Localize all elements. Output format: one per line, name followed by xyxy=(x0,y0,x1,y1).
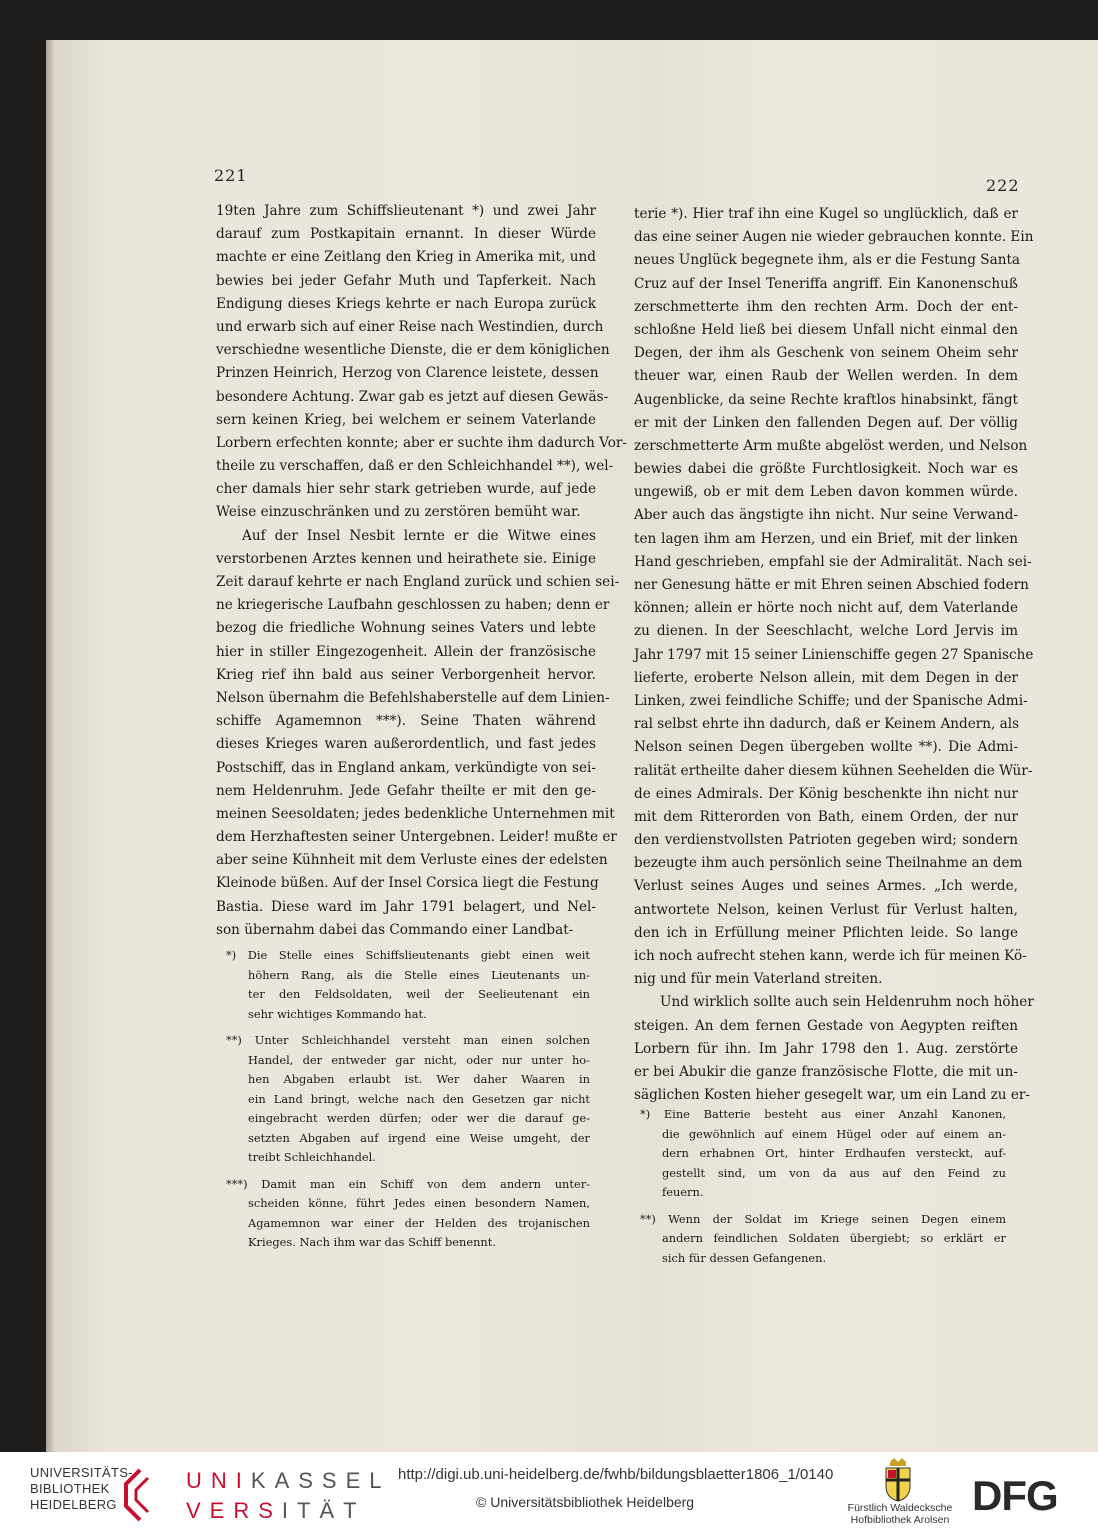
text-line: sern keinen Krieg, bei welchem er seinem Vaterlande xyxy=(216,411,596,428)
text-line: das eine seiner Augen nie wieder gebrauchen konnte. Ein xyxy=(634,229,1034,246)
footnote-line: scheiden könne, führt Jedes einen besondern Namen, xyxy=(248,1196,590,1210)
text-line: verstorbenen Arztes kennen und heirathete sie. Einige xyxy=(216,550,596,567)
text-line: ral selbst ehrte ihn dadurch, daß er Keinem Andern, als xyxy=(634,716,1020,733)
text-line: Postschiff, das in England ankam, verkündigte von sei- xyxy=(216,759,596,776)
dfg-logo: DFG xyxy=(972,1472,1058,1519)
footnote-line: setzten Abgaben auf irgend eine Weise umgeht, der xyxy=(248,1130,590,1145)
page-edge xyxy=(46,40,54,1452)
text-line: ich noch aufrecht stehen kann, werde ich für meinen Kö- xyxy=(634,948,1027,964)
permalink-url[interactable]: http://digi.ub.uni-heidelberg.de/fwhb/bildungsblaetter1806_1/0140 xyxy=(398,1466,834,1483)
text-line: antwortete Nelson, keinen Verlust für Verlust halten, xyxy=(634,901,1018,918)
text-line: bezog die friedliche Wohnung seines Vaters und lebte xyxy=(216,620,596,637)
text-line: steigen. An dem fernen Gestade von Aegypten reiften xyxy=(634,1017,1018,1034)
ub-line: BIBLIOTHEK xyxy=(30,1481,110,1496)
text-line: bewies dabei die größte Furchtlosigkeit. Noch war es xyxy=(634,461,1018,478)
text-line: und erwarb sich auf einer Reise nach Westindien, durch xyxy=(216,318,604,335)
footnote-line: **) Unter Schleichhandel versteht man einen solchen xyxy=(226,1033,590,1047)
copyright-notice: © Universitätsbibliothek Heidelberg xyxy=(476,1494,695,1510)
footnote-line: feuern. xyxy=(662,1185,704,1199)
arolsen-label xyxy=(842,1502,958,1526)
text-line: ne kriegerische Laufbahn geschlossen zu haben; denn er xyxy=(216,597,610,614)
ub-heidelberg-label xyxy=(30,1465,133,1513)
text-line: Kleinode büßen. Auf der Insel Corsica liegt die Festung xyxy=(216,875,599,892)
footnote-line: dern erhabnen Ort, hinter Erdhaufen versteckt, auf- xyxy=(662,1146,1006,1160)
text-line: Auf der Insel Nesbit lernte er die Witwe eines xyxy=(242,527,596,544)
text-line: de eines Admirals. Der König beschenkte ihn nicht nur xyxy=(634,785,1018,802)
footnote-line: ein Land bringt, welche nach den Gesetzen gar nicht xyxy=(248,1091,590,1106)
text-line: zu dienen. In der Seeschlacht, welche Lord Jervis im xyxy=(634,623,1018,640)
kassel-grey-part: KASSEL xyxy=(250,1468,391,1493)
viewer-footer xyxy=(0,1452,1098,1538)
footnote-line: höhern Rang, als die Stelle eines Lieutenants un- xyxy=(248,967,590,982)
text-line: Weise einzuschränken und zu zerstören bemüht war. xyxy=(216,504,581,521)
footnote-line: sehr wichtiges Kommando hat. xyxy=(248,1006,427,1021)
text-line: nem Heldenruhm. Jede Gefahr theilte er mit den ge- xyxy=(216,782,596,799)
text-line: Nelson seinen Degen übergeben wollte **). Die Admi- xyxy=(634,739,1018,756)
right-footnotes xyxy=(640,1105,1006,1268)
footnote-line: ter den Feldsoldaten, weil der Seelieutenant ein xyxy=(248,987,590,1001)
text-line: dieses Krieges waren außerordentlich, und fast jedes xyxy=(216,736,596,753)
text-line: Degen, der ihm als Geschenk von seinem Oheim sehr xyxy=(634,345,1018,362)
footnote-line: Handel, der entweder gar nicht, oder nur unter ho- xyxy=(248,1052,590,1067)
text-line: darauf zum Postkapitain ernannt. In dieser Würde xyxy=(216,226,596,243)
text-line: neues Unglück begegnete ihm, als er die Festung Santa xyxy=(634,252,1021,269)
footnote-line: Krieges. Nach ihm war das Schiff benennt. xyxy=(248,1235,496,1249)
text-line: meinen Seesoldaten; jedes bedenkliche Unternehmen mit xyxy=(216,805,615,822)
left-footnotes xyxy=(226,946,590,1253)
text-line: Linken, zwei feindliche Schiffe; und der Spanische Admi- xyxy=(634,692,1028,709)
footnote-line: sich für dessen Gefangenen. xyxy=(662,1250,827,1265)
uni-kassel-logo xyxy=(186,1466,391,1526)
footnote-line: andern feindlichen Soldaten übergiebt; so erklärt er xyxy=(662,1231,1006,1245)
page-number-right: 222 xyxy=(986,176,1020,195)
text-line: er bei Abukir die ganze französische Flotte, die mit un- xyxy=(634,1063,1018,1080)
text-line: Krieg rief ihn bald aus seiner Verborgenheit hervor. xyxy=(216,666,596,683)
text-line: lieferte, eroberte Nelson allein, mit dem Degen in der xyxy=(634,669,1018,686)
text-line: den verdienstvollsten Patrioten gegeben wird; sondern xyxy=(634,832,1018,849)
text-line: Verlust seines Auges und seines Armes. „Ich werde, xyxy=(634,878,1018,895)
text-line: Endigung dieses Kriegs kehrte er nach Europa zurück xyxy=(216,295,596,312)
right-column-text xyxy=(634,203,1034,1107)
text-line: aber seine Kühnheit mit dem Verluste eines der edelsten xyxy=(216,852,608,869)
text-line: besondere Achtung. Zwar gab es jetzt auf diesen Gewäs- xyxy=(216,388,609,405)
text-line: son übernahm dabei das Commando einer Landbat- xyxy=(216,921,574,938)
text-line: den ich in Erfüllung meiner Pflichten leide. So lange xyxy=(634,924,1018,941)
text-line: verschiedne wesentliche Dienste, die er dem königlichen xyxy=(216,342,610,359)
text-line: zerschmetterte Arm mußte abgelöst werden, und Nelson xyxy=(634,437,1028,454)
footnote-line: die gewöhnlich auf einem Hügel oder auf einem an- xyxy=(662,1126,1006,1141)
text-line: dem Herzhaftesten seiner Untergebnen. Leider! mußte er xyxy=(216,829,617,846)
footnote-line: **) Wenn der Soldat im Kriege seinen Degen einem xyxy=(640,1211,1006,1226)
text-line: Prinzen Heinrich, Herzog von Clarence leistete, dessen xyxy=(216,365,599,382)
text-line: schloßne Held ließ bei diesem Unfall nicht einmal den xyxy=(634,321,1018,338)
ub-line: HEIDELBERG xyxy=(30,1497,117,1512)
text-line: Lorbern für ihn. Im Jahr 1798 den 1. Aug. zerstörte xyxy=(634,1040,1018,1057)
ub-line: UNIVERSITÄTS- xyxy=(30,1465,133,1480)
text-line: hier in stiller Eingezogenheit. Allein der französische xyxy=(216,643,596,660)
footnote-line: Agamemnon war einer der Helden des trojanischen xyxy=(248,1215,590,1230)
text-line: säglichen Kosten hieher gesegelt war, um ein Land zu er- xyxy=(634,1087,1031,1104)
footnote-line: hen Abgaben erlaubt ist. Wer daher Waaren in xyxy=(248,1072,590,1086)
kassel-grey-part: ITÄT xyxy=(281,1498,366,1523)
text-line: bezeugte ihm auch persönlich seine Theilnahme an dem xyxy=(634,855,1023,872)
text-line: Cruz auf der Insel Teneriffa angriff. Ein Kanonenschuß xyxy=(634,275,1018,292)
text-line: machte er eine Zeitlang den Krieg in Amerika mit, und xyxy=(216,249,596,266)
text-line: Zeit darauf kehrte er nach England zurück und schien sei- xyxy=(216,574,620,590)
arolsen-line: Hofbibliothek Arolsen xyxy=(850,1514,950,1526)
ub-heidelberg-logo-icon xyxy=(122,1466,156,1524)
left-column-text xyxy=(216,200,628,942)
footnote-line: eingebracht werden dürfen; oder wer die darauf ge- xyxy=(248,1111,590,1125)
footnote-line: ***) Damit man ein Schiff von dem andern unter- xyxy=(226,1176,590,1191)
text-line: mit dem Ritterorden von Bath, einem Orden, der nur xyxy=(634,808,1018,825)
footnote-line: gestellt sind, um von da aus auf den Feind zu xyxy=(662,1165,1006,1180)
text-line: können; allein er hörte noch nicht auf, dem Vaterlande xyxy=(634,600,1018,617)
text-line: bewies bei jeder Gefahr Muth und Tapferkeit. Nach xyxy=(216,272,596,289)
kassel-red-part: VERS xyxy=(186,1498,282,1523)
text-line: schiffe Agamemnon ***). Seine Thaten während xyxy=(216,713,596,730)
waldeck-crest-icon xyxy=(878,1458,918,1502)
text-line: Und wirklich sollte auch sein Heldenruhm noch höher xyxy=(660,994,1034,1011)
page-number-left: 221 xyxy=(214,166,248,185)
text-line: 19ten Jahre zum Schiffslieutenant *) und zwei Jahr xyxy=(216,203,596,219)
text-line: Jahr 1797 mit 15 seiner Linienschiffe gegen 27 Spanische xyxy=(634,646,1034,663)
text-line: theile zu verschaffen, daß er den Schleichhandel **), wel- xyxy=(216,458,614,475)
text-line: terie *). Hier traf ihn eine Kugel so unglücklich, daß er xyxy=(634,206,1018,222)
text-line: ner Genesung hätte er mit Ehren seinen Abschied fodern xyxy=(634,577,1029,593)
text-line: er mit der Linken den fallenden Degen auf. Der völlig xyxy=(634,414,1018,431)
text-line: ten lagen ihm am Herzen, und ein Brief, mit der linken xyxy=(634,530,1018,547)
kassel-red-part: UNI xyxy=(186,1468,251,1493)
text-line: cher damals hier sehr stark getrieben wurde, auf jede xyxy=(216,481,596,498)
footnote-line: *) Eine Batterie besteht aus einer Anzahl Kanonen, xyxy=(640,1107,1006,1121)
footnote-line: *) Die Stelle eines Schiffslieutenants giebt einen weit xyxy=(226,948,590,962)
footnote-line: treibt Schleichhandel. xyxy=(248,1150,376,1164)
text-line: Augenblicke, da seine Rechte kraftlos hinabsinkt, fängt xyxy=(634,391,1018,408)
text-line: ungewiß, ob er mit dem Leben davon kommen würde. xyxy=(634,484,1018,501)
text-line: Bastia. Diese ward im Jahr 1791 belagert, und Nel- xyxy=(216,898,596,915)
text-line: ralität ertheilte daher diesem kühnen Seehelden die Wür- xyxy=(634,762,1033,779)
text-line: zerschmetterte ihm den rechten Arm. Doch der ent- xyxy=(634,298,1018,315)
text-line: nig und für mein Vaterland streiten. xyxy=(634,971,883,988)
text-line: Hand geschrieben, empfahl sie der Admiralität. Nach sei- xyxy=(634,553,1032,570)
text-line: Lorbern erfechten konnte; aber er suchte ihm dadurch Vor- xyxy=(216,434,628,451)
arolsen-line: Fürstlich Waldecksche xyxy=(847,1502,953,1514)
text-line: Nelson übernahm die Befehlshaberstelle auf dem Linien- xyxy=(216,689,610,706)
text-line: theuer war, einen Raub der Wellen werden. In dem xyxy=(634,368,1018,385)
text-line: Aber auch das ängstigte ihn nicht. Nur seine Verwand- xyxy=(634,507,1018,524)
